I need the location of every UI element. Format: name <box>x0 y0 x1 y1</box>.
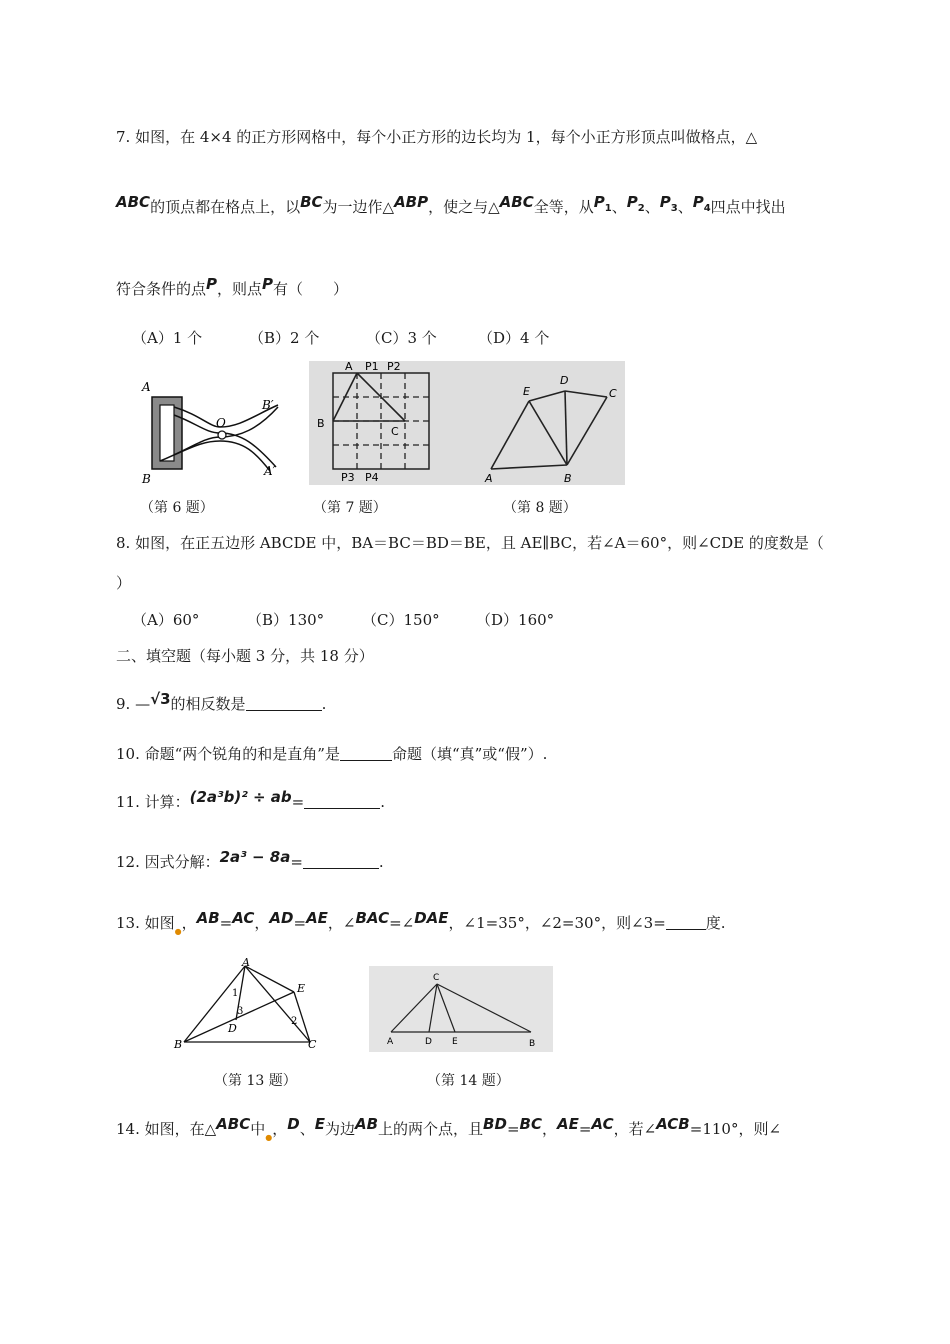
text: = <box>506 1120 520 1138</box>
math-ab: AB <box>354 1115 379 1133</box>
math-bac: BAC <box>355 909 390 927</box>
text: 11. 计算： <box>116 793 190 811</box>
label-c: C <box>391 425 399 438</box>
text: 14. 如图，在△ <box>116 1120 217 1138</box>
text: 、 <box>611 198 627 216</box>
label-e: E <box>297 982 306 995</box>
q7-line1: 7. 如图，在 4×4 的正方形网格中，每个小正方形的边长均为 1，每个小正方形顶点叫做格点，△ <box>116 128 758 146</box>
q7-option-c: （C）3 个 <box>366 329 437 347</box>
edge-ac <box>245 966 310 1042</box>
text: =110°，则∠ <box>689 1120 782 1138</box>
q7-line3 <box>116 275 349 300</box>
text: 的顶点都在格点上，以 <box>150 198 301 216</box>
math-bc: BC <box>519 1115 542 1133</box>
fig8-caption: （第 8 题） <box>503 500 577 516</box>
q8-line2: ） <box>116 574 132 592</box>
math-abc: ABC <box>499 193 534 211</box>
math-abc: ABC <box>216 1115 251 1133</box>
math-p: P <box>262 275 274 293</box>
sub: 4 <box>703 203 711 214</box>
label-c: C <box>433 973 440 983</box>
text: 10. 命题“两个锐角的和是直角”是 <box>116 745 340 763</box>
q9 <box>116 690 327 715</box>
text: =∠ <box>389 914 415 932</box>
label-angle-3: 3 <box>237 1006 244 1017</box>
text: 命题（填“真”或“假”）. <box>391 745 548 763</box>
q7-option-a: （A）1 个 <box>132 329 203 347</box>
text: 、 <box>677 198 693 216</box>
label-p1: P1 <box>365 361 379 373</box>
label-angle-2: 2 <box>291 1016 298 1027</box>
text: ，使之与△ <box>428 198 500 216</box>
label-e: E <box>523 385 530 398</box>
math-p2 <box>626 193 645 214</box>
q11 <box>116 788 386 813</box>
text: 、 <box>299 1120 315 1138</box>
text: = <box>293 914 307 932</box>
label-b: B <box>174 1038 183 1051</box>
text: 、 <box>644 198 660 216</box>
q7-option-d: （D）4 个 <box>478 329 550 347</box>
label-d: D <box>425 1037 432 1047</box>
fig14-caption: （第 14 题） <box>427 1073 510 1089</box>
label-a: A <box>387 1037 394 1047</box>
text: 为一边作△ <box>322 198 395 216</box>
text: 9. — <box>116 695 151 713</box>
lower-arc-2 <box>174 441 270 471</box>
text: 四点中找出 <box>710 198 786 216</box>
label-a: A <box>485 472 493 485</box>
q12 <box>116 848 384 873</box>
q10 <box>116 743 547 765</box>
q7-option-b: （B）2 个 <box>249 329 320 347</box>
p: P <box>626 193 638 211</box>
text: = <box>219 914 233 932</box>
math-p: P <box>206 275 218 293</box>
label-a: A <box>242 956 250 969</box>
text: = <box>291 793 305 811</box>
text: . <box>378 853 384 871</box>
text: 13. 如图 <box>116 914 175 932</box>
text: . <box>321 695 327 713</box>
text: 的相反数是 <box>170 695 246 713</box>
label-a-prime: A′ <box>264 464 276 478</box>
section-heading: 二、填空题（每小题 3 分，共 18 分） <box>116 647 374 665</box>
text: ，∠1=35°，∠2=30°，则∠3= <box>448 914 666 932</box>
label-c: C <box>609 387 617 400</box>
text: 有（ ） <box>273 280 349 298</box>
label-b: B <box>317 417 325 430</box>
text: 上的两个点，且 <box>378 1120 484 1138</box>
figure-6 <box>130 375 290 490</box>
label-p3: P3 <box>341 471 355 484</box>
label-b: B <box>529 1039 536 1049</box>
answer-blank[interactable] <box>303 852 379 869</box>
math-ae: AE <box>306 909 328 927</box>
math-p1 <box>593 193 612 214</box>
sub: 3 <box>670 203 678 214</box>
q7-line2 <box>116 193 786 225</box>
photo-bg <box>369 966 553 1052</box>
math-e: E <box>314 1115 325 1133</box>
q13 <box>116 909 726 937</box>
figure-14 <box>369 966 553 1052</box>
label-b: B <box>564 472 572 485</box>
figure-13 <box>170 956 330 1054</box>
label-p2: P2 <box>387 361 401 373</box>
answer-blank[interactable] <box>304 792 380 809</box>
math-abp: ABP <box>394 193 429 211</box>
math-dae: DAE <box>414 909 449 927</box>
math-ab: AB <box>196 909 220 927</box>
math-sqrt3: √3 <box>150 690 171 708</box>
p: P <box>692 193 704 211</box>
pivot-o <box>218 431 226 439</box>
label-d: D <box>560 374 569 387</box>
math-abc: ABC <box>116 193 151 211</box>
text: . <box>380 793 386 811</box>
text: ，若∠ <box>613 1120 657 1138</box>
sub: 1 <box>604 203 612 214</box>
figure-13-lines <box>184 966 310 1042</box>
p: P <box>659 193 671 211</box>
q8-option-b: （B）130° <box>247 611 325 629</box>
bar-inner <box>160 405 174 461</box>
math-acb: ACB <box>656 1115 690 1133</box>
label-p4: P4 <box>365 471 379 484</box>
text: 为边 <box>324 1120 355 1138</box>
text: = <box>578 1120 592 1138</box>
text: 度. <box>705 914 726 932</box>
label-b: B <box>142 472 151 486</box>
math-ac: AC <box>591 1115 614 1133</box>
text: 12. 因式分解： <box>116 853 220 871</box>
label-d: D <box>228 1022 237 1035</box>
math-bc: BC <box>300 193 323 211</box>
math-p4 <box>692 193 711 214</box>
q8-option-d: （D）160° <box>476 611 555 629</box>
mark-dot: ● <box>265 1133 273 1142</box>
math-bd: BD <box>483 1115 507 1133</box>
q14 <box>116 1115 782 1143</box>
label-e: E <box>452 1037 458 1047</box>
label-c: C <box>308 1038 317 1051</box>
math-expression: (2a³b)² ÷ ab <box>189 788 292 806</box>
answer-blank[interactable] <box>666 913 706 930</box>
math-p3 <box>659 193 678 214</box>
text: ， <box>254 914 270 932</box>
text: ， <box>541 1120 557 1138</box>
answer-blank[interactable] <box>340 744 392 761</box>
math-ac: AC <box>232 909 255 927</box>
text: 全等，从 <box>533 198 594 216</box>
q8-option-c: （C）150° <box>362 611 440 629</box>
label-a: A <box>142 380 151 394</box>
text: ， <box>272 1120 288 1138</box>
label-angle-1: 1 <box>232 988 239 999</box>
label-o: O <box>216 416 226 430</box>
figure-7 <box>309 361 625 485</box>
math-ae: AE <box>556 1115 579 1133</box>
fig13-caption: （第 13 题） <box>214 1073 297 1089</box>
text: 中 <box>250 1120 266 1138</box>
label-b-prime: B′ <box>262 398 274 412</box>
fig6-caption: （第 6 题） <box>140 500 214 516</box>
fig7-caption: （第 7 题） <box>313 500 387 516</box>
sub: 2 <box>637 203 645 214</box>
math-ad: AD <box>269 909 294 927</box>
label-a: A <box>345 361 353 373</box>
q8-option-a: （A）60° <box>132 611 200 629</box>
edge-ae <box>245 966 294 992</box>
text: ， <box>181 914 197 932</box>
answer-blank[interactable] <box>246 694 322 711</box>
math-d: D <box>287 1115 300 1133</box>
text: 符合条件的点 <box>116 280 207 298</box>
p: P <box>593 193 605 211</box>
text: ，则点 <box>217 280 263 298</box>
mark-dot: ● <box>174 927 182 936</box>
math-expression: 2a³ − 8a <box>219 848 291 866</box>
q8-line1: 8. 如图，在正五边形 ABCDE 中，BA＝BC＝BD＝BE，且 AE∥BC，若∠A＝60°，则∠CDE 的度数是（ <box>116 534 824 552</box>
text: ，∠ <box>327 914 356 932</box>
text: = <box>290 853 303 871</box>
